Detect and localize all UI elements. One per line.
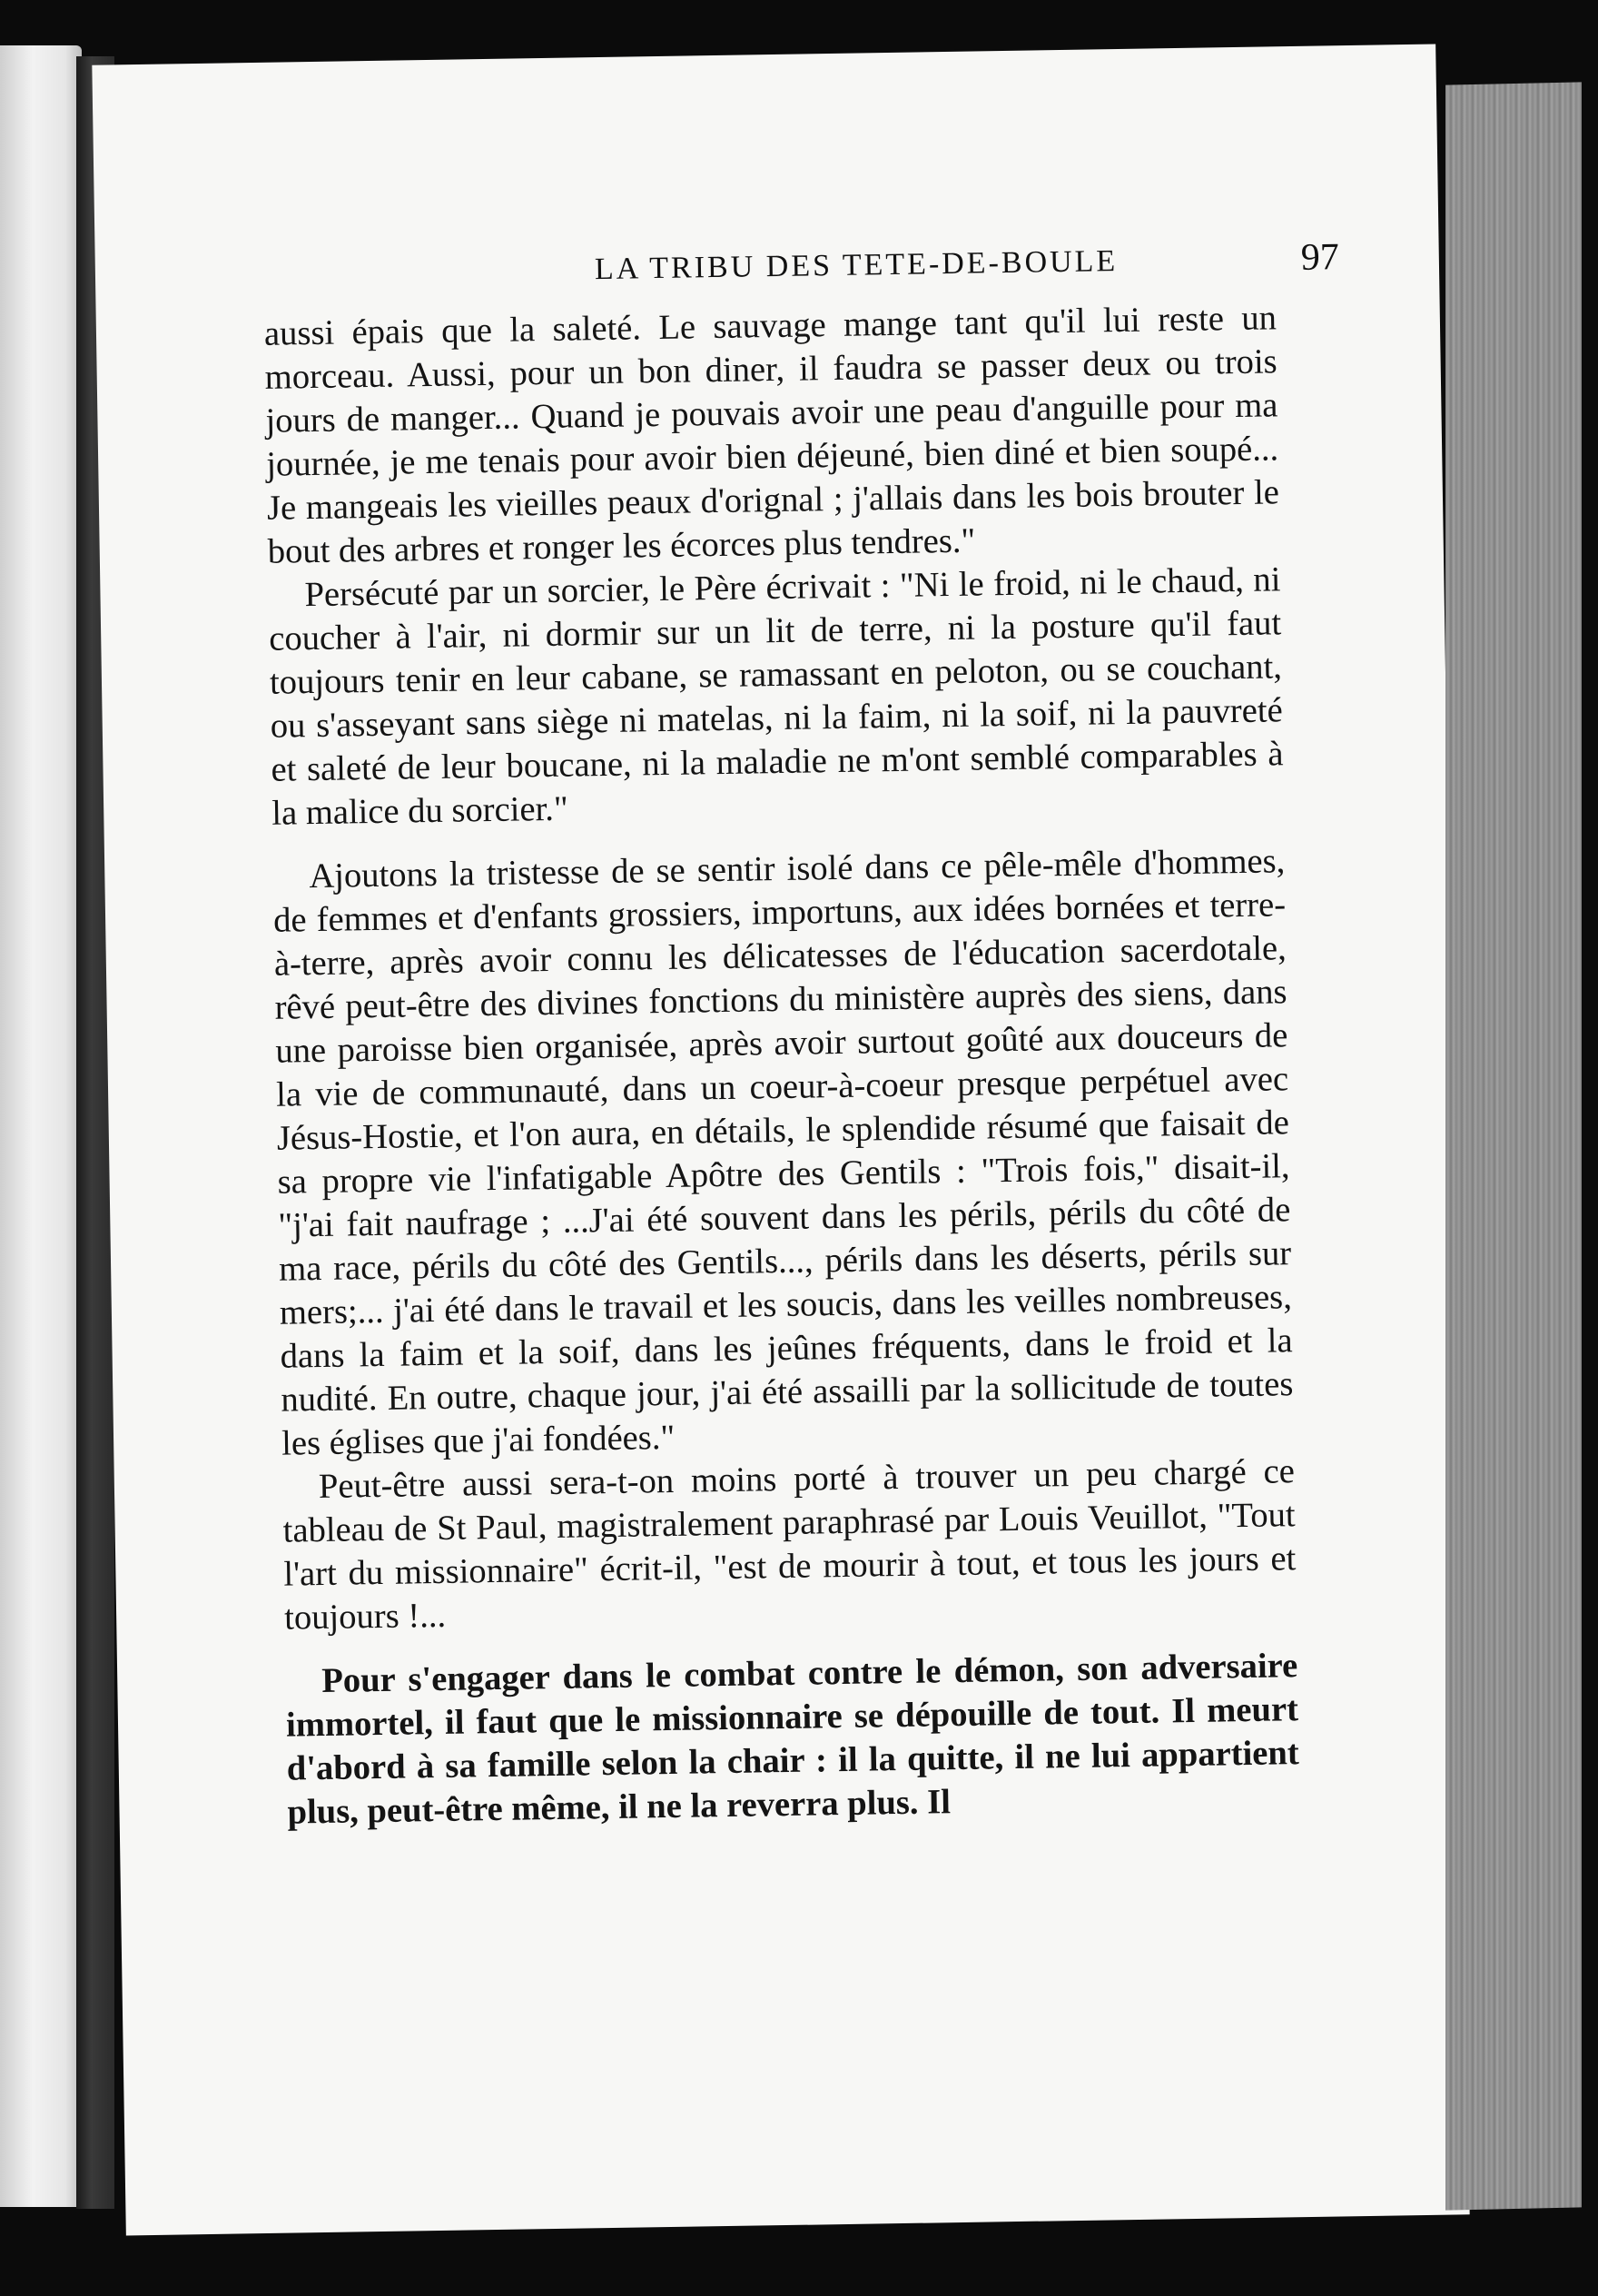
- running-head-title: LA TRIBU DES TETE-DE-BOULE: [594, 244, 1119, 287]
- paragraph-combat: Pour s'engager dans le combat contre le démon, son adversaire immortel, il faut que le missionnaire se dépouille de tout. Il meurt d'abord à sa famille selon la chair : il la quitte, il ne lui appartient plus, peut-être même, il ne la reverra plus. Il: [285, 1647, 1300, 1832]
- paragraph-ajoutons: Ajoutons la tristesse de se sentir isolé dans ce pêle-mêle d'hommes, de femmes et d'enfants grossiers, importuns, aux idées bornées et terre-à-terre, après avoir connu les délicatesses de l'éducation sacerdotale, rêvé peut-être des divines fonctions du ministère auprès des siens, dans une paroisse bien organisée, après avoir surtout goûté aux douceurs de la vie de communauté, dans un coeur-à-coeur presque perpétuel avec Jésus-Hostie, et l'on aura, en détails, le splendide résumé que faisait de sa propre vie l'infatigable Apôtre des Gentils : "Trois fois," disait-il, "j'ai fait naufrage ; ...J'ai été souvent dans les périls, périls du côté de ma race, périls du côté des Gentils..., périls dans les déserts, périls sur mers;... j'ai été dans le travail et les soucis, dans les veilles nombreuses, dans la faim et la soif, dans les jeûnes fréquents, dans le froid et la nudité. En outre, chaque jour, j'ai été assailli par la sollicitude de toutes les églises que j'ai fondées.": [272, 842, 1294, 1463]
- paragraph-continuation: aussi épais que la saleté. Le sauvage mange tant qu'il lui reste un morceau. Aussi, pour un bon diner, il faudra se passer deux ou trois jours de manger... Quand je pouvais avoir une peau d'anguille pour ma journée, je me tenais pour avoir bien déjeuné, bien diné et bien soupé... Je mangeais les vieilles peaux d'orignal ; j'allais dans les bois brouter le bout des arbres et ronger les écorces plus tendres.": [263, 299, 1280, 571]
- body-text: [264, 296, 1300, 1834]
- page-block-edge: [1445, 82, 1582, 2210]
- page-number: 97: [1300, 236, 1340, 279]
- paragraph-veuillot: Peut-être aussi sera-t-on moins porté à trouver un peu chargé ce tableau de St Paul, magistralement paraphrasé par Louis Veuillot, "Tout l'art du missionnaire" écrit-il, "est de mourir à tout, et tous les jours et toujours !...: [282, 1452, 1297, 1638]
- previous-page-edge: [0, 45, 82, 2207]
- running-head: [485, 232, 1339, 300]
- paragraph-sorcier: Persécuté par un sorcier, le Père écrivait : "Ni le froid, ni le chaud, ni coucher à l'air, ni dormir sur un lit de terre, ni la posture qu'il faut toujours tenir en leur cabane, se ramassant en peloton, ou se couchant, ou s'asseyant sans siège ni matelas, ni la faim, ni la soif, ni la pauvreté et saleté de leur boucane, ni la maladie ne m'ont semblé comparables à la malice du sorcier.": [268, 560, 1284, 833]
- book-page: [92, 45, 1469, 2236]
